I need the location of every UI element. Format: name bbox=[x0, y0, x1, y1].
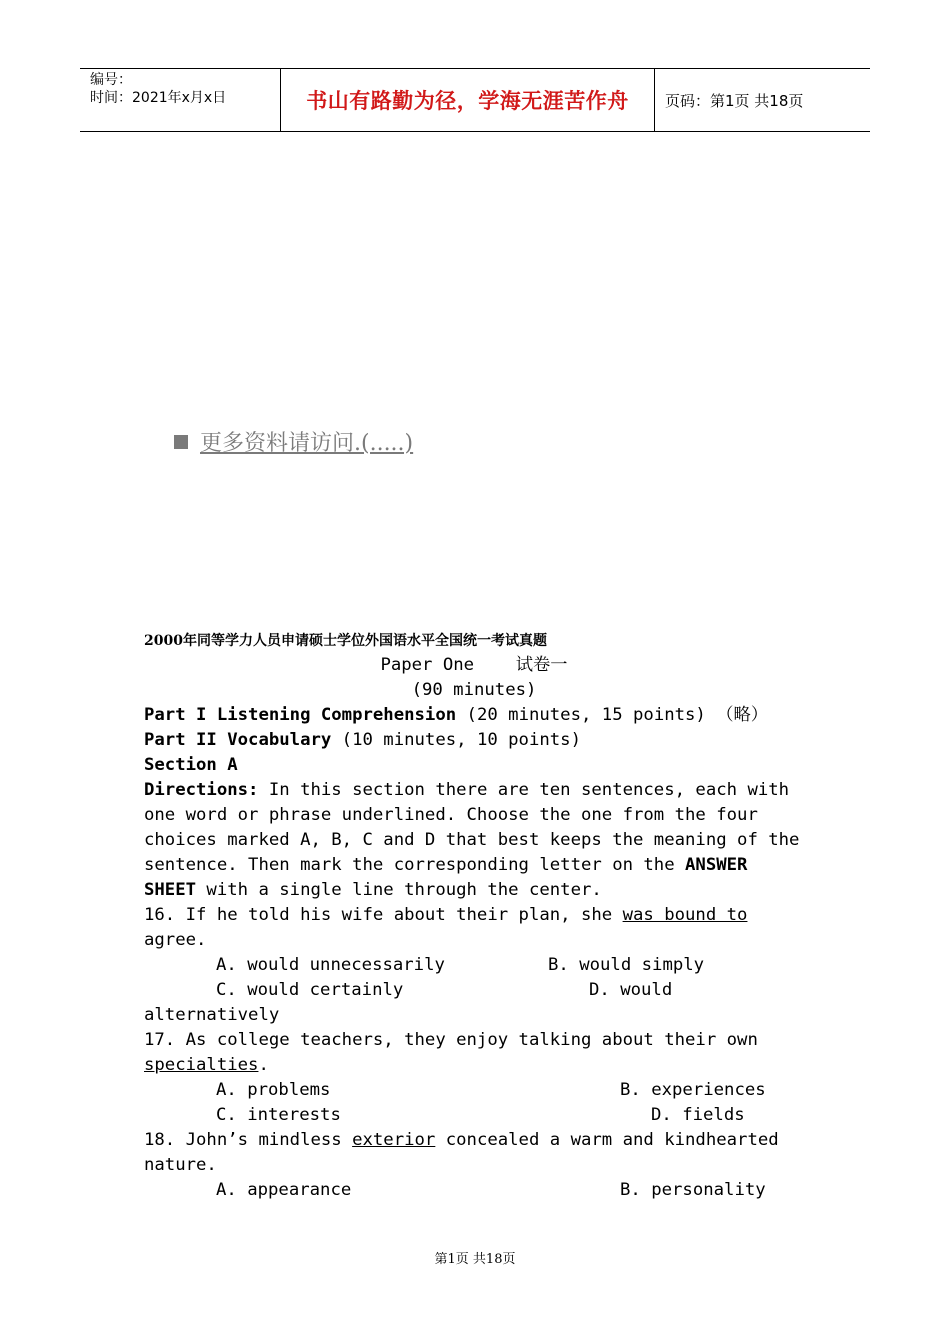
motto: 书山有路勤为径，学海无涯苦作舟 bbox=[306, 89, 629, 113]
q17-options-ab bbox=[144, 1078, 804, 1103]
directions-label: Directions: bbox=[144, 780, 259, 800]
q17-options-cd bbox=[144, 1103, 804, 1128]
header-meta bbox=[80, 69, 281, 131]
q16-option-a: A. would unnecessarily bbox=[216, 955, 445, 975]
page-info: 页码：第1页 共18页 bbox=[665, 91, 804, 110]
q16-text: 16. If he told his wife about their plan, she bbox=[144, 905, 623, 925]
more-resources-text[interactable]: 更多资料请访问.(.....) bbox=[200, 431, 414, 456]
footer-page-number: 第1页 共18页 bbox=[434, 1252, 516, 1267]
directions-text-1: In this section there are ten sentences, each with one word or phrase underlined. Choose the one from the four choices marked A, B, C and D that best keeps the meaning of the sentence. Then mark the corresponding letter on the bbox=[144, 780, 800, 875]
q16-text-end: agree. bbox=[144, 930, 207, 950]
page-footer bbox=[0, 1248, 950, 1267]
paper-duration: (90 minutes) bbox=[411, 680, 537, 700]
question-18 bbox=[144, 1128, 804, 1178]
square-bullet-icon bbox=[174, 435, 188, 449]
q16-option-c: C. would certainly bbox=[216, 980, 404, 1000]
q16-underlined: was bound to bbox=[622, 905, 748, 925]
q17-option-a: A. problems bbox=[216, 1080, 331, 1100]
q18-text: 18. John’s mindless bbox=[144, 1130, 353, 1150]
time-label: 时间：2021年x月x日 bbox=[90, 90, 227, 106]
directions bbox=[144, 778, 804, 903]
answer-sheet-label: ANSWER SHEET bbox=[144, 855, 748, 900]
q18-options-ab bbox=[144, 1178, 804, 1203]
directions-text-2: with a single line through the center. bbox=[196, 880, 602, 900]
q18-option-a: A. appearance bbox=[216, 1180, 352, 1200]
q17-option-b: B. experiences bbox=[620, 1080, 766, 1100]
q18-option-b: B. personality bbox=[620, 1180, 766, 1200]
q16-options-cd bbox=[144, 978, 804, 1003]
q17-text-end: . bbox=[258, 1055, 269, 1075]
q16-option-d: D. would bbox=[589, 980, 673, 1000]
part2-name: Part II Vocabulary bbox=[144, 730, 332, 750]
q18-underlined: exterior bbox=[352, 1130, 436, 1150]
exam-title: 2000年同等学力人员申请硕士学位外国语水平全国统一考试真题 bbox=[144, 633, 547, 649]
q18-text-end: concealed a warm and kindhearted nature. bbox=[144, 1130, 779, 1175]
question-16 bbox=[144, 903, 804, 953]
serial-label: 编号： bbox=[90, 72, 132, 88]
part1-info: (20 minutes, 15 points) （略） bbox=[456, 705, 769, 725]
q17-option-d: D. fields bbox=[651, 1105, 745, 1125]
q16-options-ab bbox=[144, 953, 804, 978]
header-motto-cell bbox=[281, 69, 655, 131]
exam-content bbox=[144, 630, 804, 1203]
question-17 bbox=[144, 1028, 804, 1078]
header-page-info bbox=[655, 69, 870, 131]
more-resources-link[interactable] bbox=[174, 426, 413, 457]
page-header bbox=[80, 68, 870, 132]
part2-line bbox=[144, 728, 804, 753]
q16-option-b: B. would simply bbox=[548, 955, 705, 975]
q17-text: 17. As college teachers, they enjoy talking about their own bbox=[144, 1030, 758, 1050]
part1-name: Part I Listening Comprehension bbox=[144, 705, 457, 725]
q16-option-d-cont: alternatively bbox=[144, 1005, 280, 1025]
part2-info: (10 minutes, 10 points) bbox=[331, 730, 581, 750]
part1-line bbox=[144, 703, 804, 728]
paper-title: Paper One 试卷一 bbox=[380, 655, 568, 675]
q17-underlined: specialties bbox=[144, 1055, 259, 1075]
q17-option-c: C. interests bbox=[216, 1105, 341, 1125]
section-heading: Section A bbox=[144, 755, 238, 775]
